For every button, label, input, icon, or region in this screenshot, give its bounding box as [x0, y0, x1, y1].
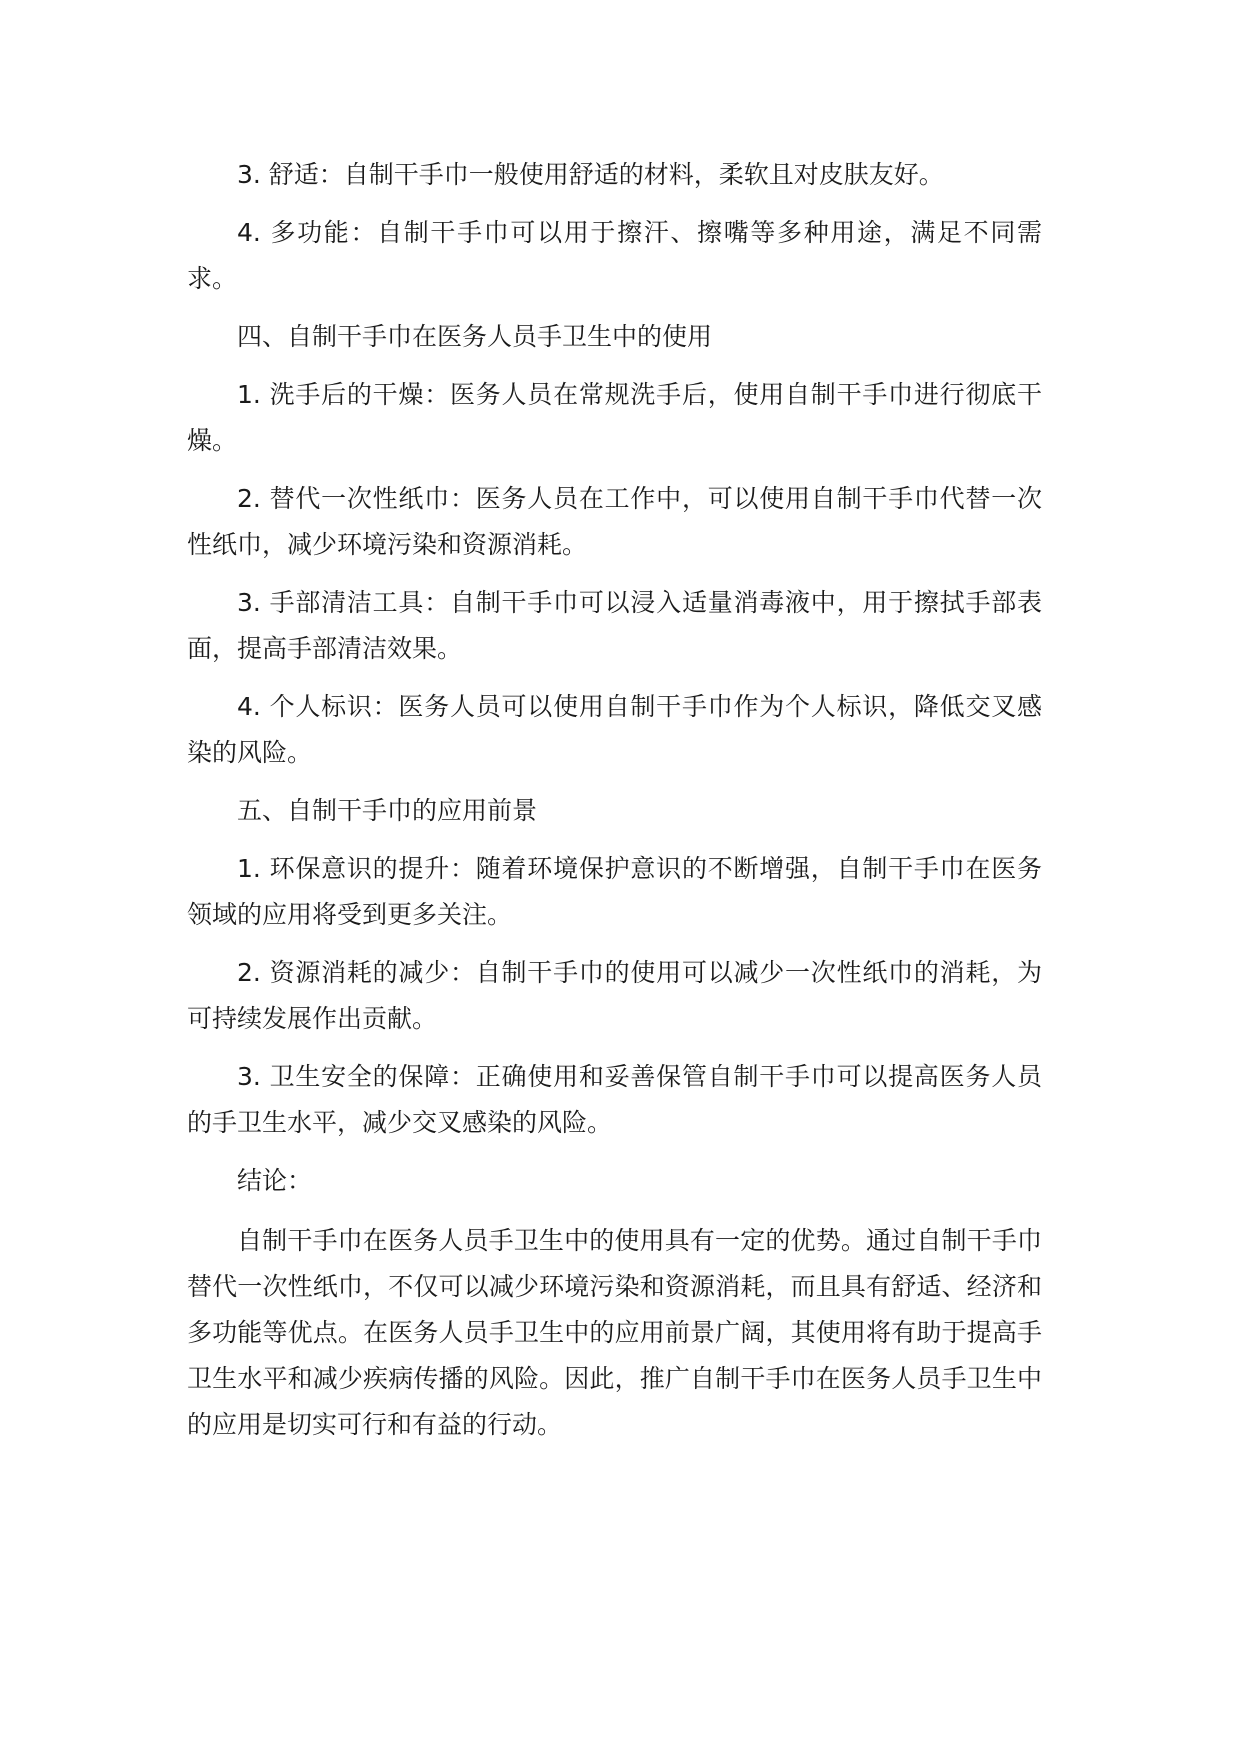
paragraph-replace-paper: 2. 替代一次性纸巾：医务人员在工作中，可以使用自制干手巾代替一次性纸巾，减少环境污染和资源消耗。 [187, 484, 1042, 559]
paragraph-resources: 2. 资源消耗的减少：自制干手巾的使用可以减少一次性纸巾的消耗，为可持续发展作出贡献。 [187, 958, 1042, 1033]
paragraph-cleaning-tool: 3. 手部清洁工具：自制干手巾可以浸入适量消毒液中，用于擦拭手部表面，提高手部清洁效果。 [187, 588, 1042, 663]
document-body [187, 152, 1042, 1448]
paragraph-drying: 1. 洗手后的干燥：医务人员在常规洗手后，使用自制干手巾进行彻底干燥。 [187, 380, 1042, 455]
paragraph-multifunction: 4. 多功能：自制干手巾可以用于擦汗、擦嘴等多种用途，满足不同需求。 [187, 218, 1042, 293]
conclusion-paragraph: 自制干手巾在医务人员手卫生中的使用具有一定的优势。通过自制干手巾替代一次性纸巾，不仅可以减少环境污染和资源消耗，而且具有舒适、经济和多功能等优点。在医务人员手卫生中的应用前景广阔，其使用将有助于提高手卫生水平和减少疾病传播的风险。因此，推广自制干手巾在医务人员手卫生中的应用是切实可行和有益的行动。 [187, 1226, 1042, 1439]
paragraph-hygiene-safety: 3. 卫生安全的保障：正确使用和妥善保管自制干手巾可以提高医务人员的手卫生水平，减少交叉感染的风险。 [187, 1062, 1042, 1137]
paragraph-environment: 1. 环保意识的提升：随着环境保护意识的不断增强，自制干手巾在医务领域的应用将受到更多关注。 [187, 854, 1042, 929]
section-heading-prospects: 五、自制干手巾的应用前景 [237, 796, 538, 825]
section-heading-usage: 四、自制干手巾在医务人员手卫生中的使用 [237, 322, 713, 351]
conclusion-heading: 结论： [237, 1166, 313, 1195]
paragraph-personal-id: 4. 个人标识：医务人员可以使用自制干手巾作为个人标识，降低交叉感染的风险。 [187, 692, 1042, 767]
paragraph-comfort: 3. 舒适：自制干手巾一般使用舒适的材料，柔软且对皮肤友好。 [237, 160, 944, 189]
